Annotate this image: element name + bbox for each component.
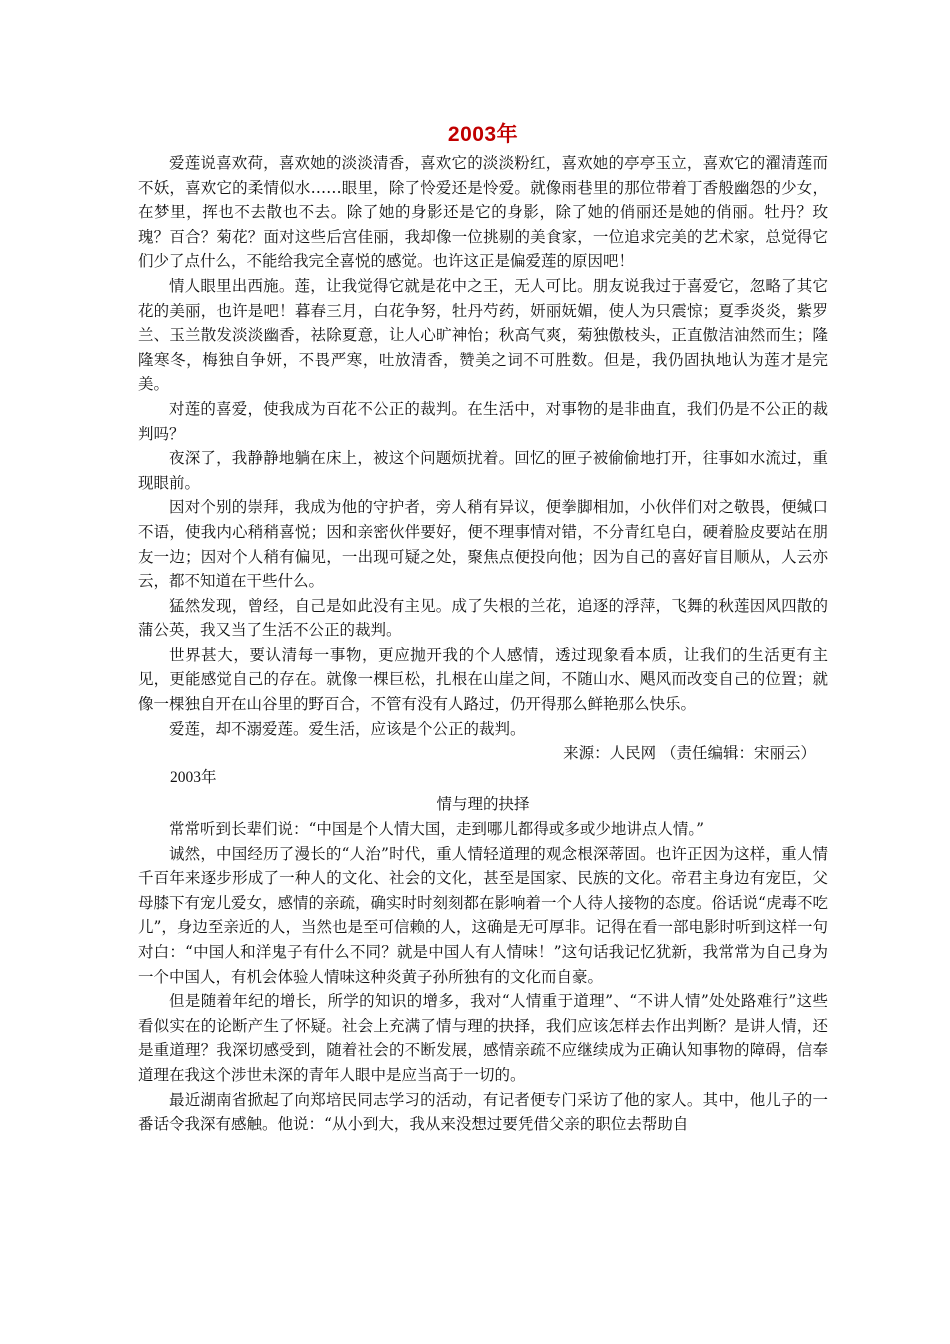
paragraph: 诚然，中国经历了漫长的“人治”时代，重人情轻道理的观念根深蒂固。也许正因为这样，重人情千百年来逐步形成了一种人的文化、社会的文化，甚至是国家、民族的文化。帝君主身边有宠臣，父母膝下有宠儿爱女，感情的亲疏，确实时时刻刻都在影响着一个人待人接物的态度。俗话说“虎毒不吃儿”，身边至亲近的人，当然也是至可信赖的人，这确是无可厚非。记得在看一部电影时听到这样一句对白：“中国人和洋鬼子有什么不同？就是中国人有人情味！”这句话我记忆犹新，我常常为自己身为一个中国人，有机会体验人情味这种炎黄子孙所独有的文化而自豪。 [138,844,828,986]
paragraph: 最近湖南省掀起了向郑培民同志学习的活动，有记者便专门采访了他的家人。其中，他儿子的一番话令我深有感触。他说：“从小到大，我从来没想过要凭借父亲的职位去帮助自 [138,1090,828,1134]
document-title: 2003年 [447,123,519,146]
paragraph: 情人眼里出西施。莲，让我觉得它就是花中之王，无人可比。朋友说我过于喜爱它，忽略了其它花的美丽，也许是吧！暮春三月，白花争努，牡丹芍药，妍丽妩媚，使人为只震惊；夏季炎炎，紫罗兰、玉兰散发淡淡幽香，祛除夏意，让人心旷神怡；秋高气爽，菊独傲枝头，正直傲洁油然而生；隆隆寒冬，梅独自争妍，不畏严寒，吐放清香，赞美之词不可胜数。但是，我仍固执地认为莲才是完美。 [138,276,828,394]
paragraph: 但是随着年纪的增长，所学的知识的增多，我对“人情重于道理”、“不讲人情”处处路难行”这些看似实在的论断产生了怀疑。社会上充满了情与理的抉择，我们应该怎样去作出判断？是讲人情，还是重道理？我深切感受到，随着社会的不断发展，感情亲疏不应继续成为正确认知事物的障碍，信奉道理在我这个涉世未深的青年人眼中是应当高于一切的。 [138,992,828,1084]
paragraph: 对莲的喜爱，使我成为百花不公正的裁判。在生活中，对事物的是非曲直，我们仍是不公正的裁判吗？ [138,399,828,443]
source-line: 来源：人民网 （责任编辑：宋丽云） [563,744,816,763]
essay-subtitle: 情与理的抉择 [436,795,530,814]
year-label: 2003年 [170,768,217,786]
paragraph: 爱莲，却不溺爱莲。爱生活，应该是个公正的裁判。 [169,719,526,738]
document-body [138,120,828,1137]
paragraph: 常常听到长辈们说：“中国是个人情大国，走到哪儿都得或多或少地讲点人情。” [169,820,705,839]
paragraph: 爱莲说喜欢荷，喜欢她的淡淡清香，喜欢它的淡淡粉红，喜欢她的亭亭玉立，喜欢它的濯清莲而不妖，喜欢它的柔情似水……眼里，除了怜爱还是怜爱。就像雨巷里的那位带着丁香般幽怨的少女，在梦里，挥也不去散也不去。除了她的身影还是它的身影，除了她的俏丽还是她的俏丽。牡丹？玫瑰？百合？菊花？面对这些后宫佳丽，我却像一位挑剔的美食家，一位追求完美的艺术家，总觉得它们少了点什么，不能给我完全喜悦的感觉。也许这正是偏爱莲的原因吧！ [138,154,828,271]
paragraph: 因对个别的崇拜，我成为他的守护者，旁人稍有异议，便拳脚相加，小伙伴们对之敬畏，便缄口不语，使我内心稍稍喜悦；因和亲密伙伴要好，便不理事情对错，不分青红皂白，硬着脸皮要站在朋友一边；因对个人稍有偏见，一出现可疑之处，聚焦点便投向他；因为自己的喜好盲目顺从，人云亦云，都不知道在干些什么。 [138,498,828,591]
paragraph: 猛然发现，曾经，自己是如此没有主见。成了失根的兰花，追逐的浮萍，飞舞的秋莲因风四散的蒲公英，我又当了生活不公正的裁判。 [138,596,828,640]
paragraph: 世界甚大，要认清每一事物，更应抛开我的个人感情，透过现象看本质，让我们的生活更有主见，更能感觉自己的存在。就像一棵巨松，扎根在山崖之间，不随山水、飓风而改变自己的位置；就像一棵独自开在山谷里的野百合，不管有没有人路过，仍开得那么鲜艳那么快乐。 [138,645,828,714]
paragraph: 夜深了，我静静地躺在床上，被这个问题烦扰着。回忆的匣子被偷偷地打开，往事如水流过，重现眼前。 [138,449,828,492]
